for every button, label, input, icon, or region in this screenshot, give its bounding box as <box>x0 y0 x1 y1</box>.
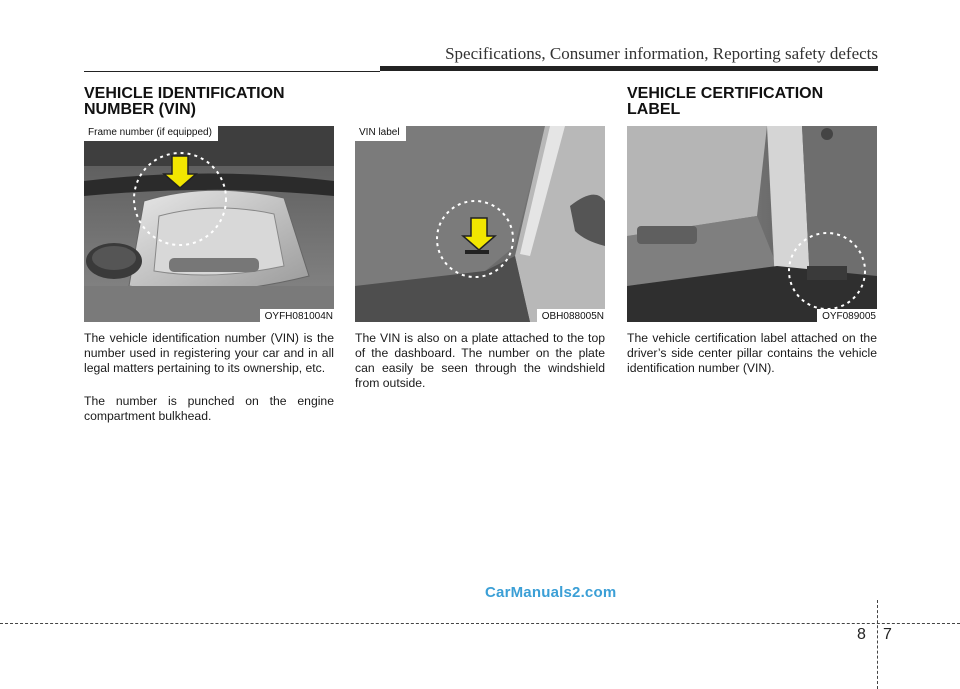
engine-bay-figure <box>84 126 334 322</box>
door-pillar-figure <box>627 126 877 322</box>
figure-code: OYFH081004N <box>260 309 334 322</box>
page-number: 7 <box>883 626 892 643</box>
watermark-text[interactable]: CarManuals2.com <box>485 584 617 601</box>
footer-dashed-rule <box>0 623 960 624</box>
vin-heading: VEHICLE IDENTIFICATION NUMBER (VIN) <box>84 85 285 118</box>
vin-paragraph-2: The number is punched on the engine compartment bulkhead. <box>84 394 334 423</box>
cert-paragraph: The vehicle certification label attached on the driver’s side center pillar contains the vehicle identification number (VIN). <box>627 331 877 375</box>
footer-vertical-rule <box>877 600 878 689</box>
figure-code: OYF089005 <box>817 309 877 322</box>
dashboard-illustration <box>355 126 605 322</box>
vin-paragraph-3: The VIN is also on a plate attached to the top of the dashboard. The number on the plate can easily be seen through the windshield from outside. <box>355 331 605 390</box>
header-rule-thin <box>84 71 380 72</box>
dashboard-figure <box>355 126 605 322</box>
chapter-number: 8 <box>857 626 866 643</box>
cert-heading: VEHICLE CERTIFICATION LABEL <box>627 85 824 118</box>
figure-label: VIN label <box>355 126 406 141</box>
header-title: Specifications, Consumer information, Reporting safety defects <box>445 44 878 63</box>
header-rule <box>380 66 878 71</box>
figure-code: OBH088005N <box>537 309 605 322</box>
door-pillar-illustration <box>627 126 877 322</box>
figure-label: Frame number (if equipped) <box>84 126 218 141</box>
engine-bay-illustration <box>84 126 334 322</box>
vin-paragraph-1: The vehicle identification number (VIN) is the number used in registering your car and in all legal matters pertaining to its ownership, etc. <box>84 331 334 375</box>
